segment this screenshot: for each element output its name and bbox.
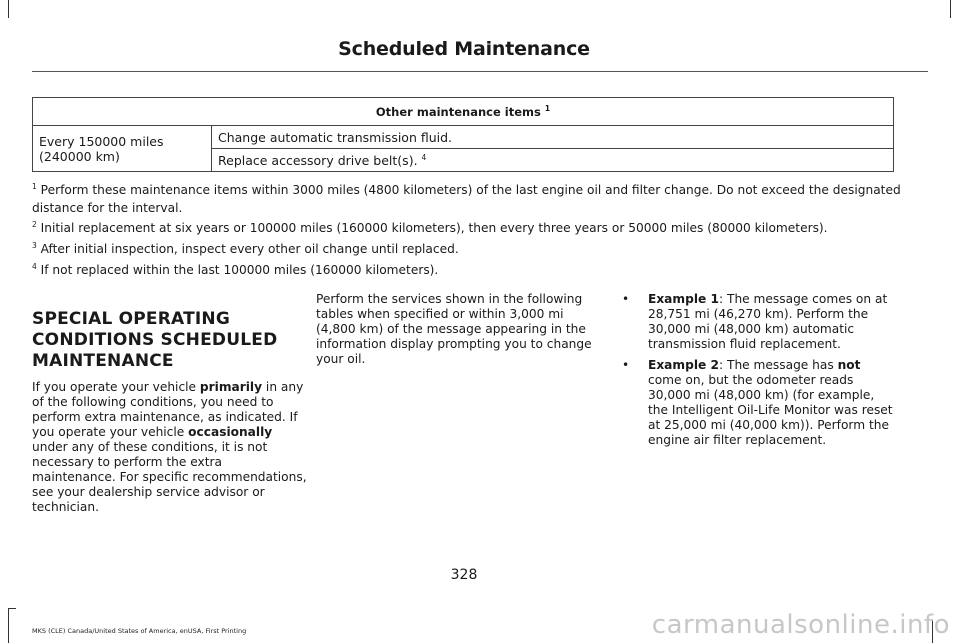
emphasis-primarily: primarily [199, 380, 263, 394]
page-title: Scheduled Maintenance [338, 38, 590, 60]
example-text: come on, but the odometer reads 30,000 mi (48,000 km) (for example, the Intelligent Oil-Life Monitor was reset at 25,000 mi (40,000 km)). Perform the engine air filter replacement. [648, 373, 893, 447]
intro-text: in any of the following conditions, you need to perform extra maintenance, as indicated. If you operate your vehicle [32, 380, 304, 439]
table-title-text: Other maintenance items [375, 104, 541, 119]
section-heading: SPECIAL OPERATING CONDITIONS SCHEDULED MAINTENANCE [32, 309, 278, 371]
footnote [32, 261, 902, 279]
footnote-text: If not replaced within the last 100000 miles (160000 kilometers). [40, 263, 439, 277]
table-header-row [33, 98, 894, 126]
list-item [620, 358, 895, 448]
footnote-ref: 4 [421, 152, 427, 162]
examples-list [620, 292, 895, 454]
interval-miles: Every 150000 miles [39, 133, 164, 149]
bullet-icon: • [622, 358, 630, 372]
footnote [32, 240, 902, 258]
footnote-number: 1 [32, 181, 37, 191]
services-paragraph: Perform the services shown in the following tables when specified or within 3,000 mi (4,800 km) of the message appearing in the information display prompting you to change your oil. [316, 292, 592, 366]
maintenance-table [32, 97, 894, 172]
interval-cell [33, 126, 212, 172]
crop-mark [8, 0, 9, 18]
maintenance-item-text: Replace accessory drive belt(s). [218, 152, 418, 168]
emphasis-not: not [837, 358, 861, 372]
footnote-ref: 1 [544, 103, 551, 113]
intro-text: If you operate your vehicle [32, 380, 200, 394]
maintenance-item [212, 126, 894, 149]
example-label: Example 2 [648, 358, 720, 372]
intro-text: under any of these conditions, it is not necessary to perform the extra maintenance. For specific recommendations, see your dealership service advisor or technician. [32, 440, 307, 514]
footer-text: MKS (CLE) Canada/United States of America, enUSA, First Printing [32, 627, 247, 635]
example-text: : The message has [719, 358, 838, 372]
footnote [32, 219, 902, 237]
crop-mark [950, 0, 951, 18]
list-item [620, 292, 895, 352]
header-divider [32, 71, 928, 72]
table-title [33, 98, 894, 126]
maintenance-item [212, 149, 894, 172]
emphasis-occasionally: occasionally [188, 425, 273, 439]
interval-km: (240000 km) [39, 148, 120, 164]
example-label: Example 1 [648, 292, 720, 306]
footnote-number: 4 [32, 261, 37, 271]
bullet-icon: • [622, 292, 630, 306]
footnote [32, 181, 902, 217]
page-number: 328 [450, 567, 478, 583]
intro-paragraph [32, 380, 308, 515]
table-row [33, 126, 894, 149]
footnote-number: 3 [32, 240, 37, 250]
footnote-text: Initial replacement at six years or 100000 miles (160000 kilometers), then every three years or 50000 miles (80000 kilometers). [40, 221, 828, 235]
footnote-text: After initial inspection, inspect every other oil change until replaced. [40, 242, 459, 256]
crop-mark [8, 608, 16, 609]
crop-mark [8, 608, 9, 643]
example-text: : The message comes on at 28,751 mi (46,270 km). Perform the 30,000 mi (48,000 km) automatic transmission fluid replacement. [648, 292, 888, 351]
footnote-number: 2 [32, 219, 37, 229]
maintenance-item-text: Change automatic transmission fluid. [218, 129, 453, 145]
footnote-text: Perform these maintenance items within 3000 miles (4800 kilometers) of the last engine oil and filter change. Do not exceed the designated distance for the interval. [32, 183, 901, 215]
watermark: carmanualsonline.info [651, 610, 950, 640]
